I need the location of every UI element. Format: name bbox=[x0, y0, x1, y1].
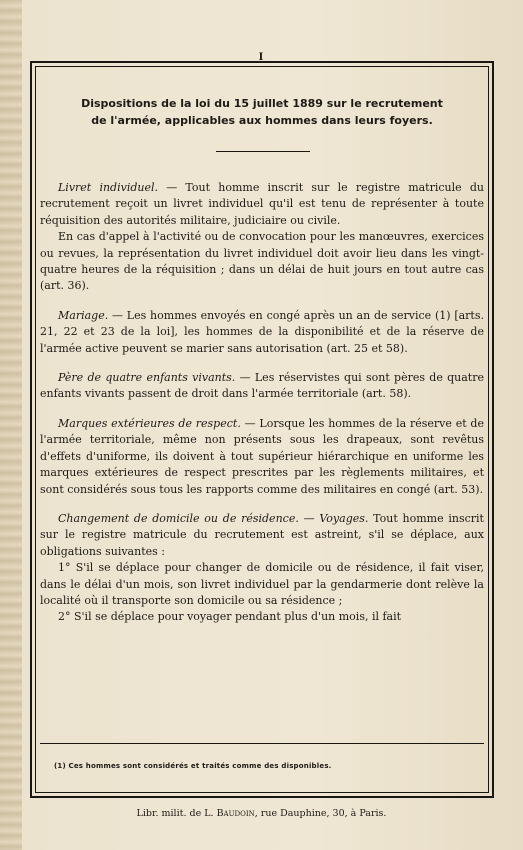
page-binding-edge bbox=[0, 0, 22, 850]
section-text: — Les hommes envoyés en congé après un an de service (1) [arts. 21, 22 et 23 de la loi], les hommes de la disponibilité et de la réserve de l'armée active peuvent se marier sans autorisation (art. 25 et 58). bbox=[40, 308, 484, 355]
page-number: I bbox=[258, 52, 265, 63]
section-title-2: Voyages. bbox=[319, 511, 369, 525]
footnote: (1) Ces hommes sont considérés et traités comme des disponibles. bbox=[54, 762, 332, 770]
printer-imprint bbox=[0, 808, 523, 819]
imprint-suffix: , rue Dauphine, 30, à Paris. bbox=[254, 808, 387, 819]
section-pere bbox=[40, 370, 484, 403]
section-livret-cont: En cas d'appel à l'activité ou de convocation pour les manœuvres, exercices ou revues, la représentation du livret individuel doit avoir lieu dans les vingt-quatre heures de la réquisition ; dans un délai de huit jours en tout autre cas (art. 36). bbox=[40, 230, 484, 293]
section-title: Père de quatre enfants vivants. bbox=[58, 371, 236, 385]
section-text: — Tout homme inscrit sur le registre matricule du recrutement reçoit un livret individuel qu'il est tenu de représenter à toute réquisition des autorités militaire, judiciaire ou civile. bbox=[40, 181, 484, 227]
imprint-publisher: Baudoin bbox=[216, 808, 255, 819]
imprint-prefix: Libr. milit. de L. bbox=[136, 808, 217, 819]
section-text: — Les réservistes qui sont pères de quatre enfants vivants passent de droit dans l'armée territoriale (art. 58). bbox=[40, 371, 485, 401]
section-domicile-item-1: 1° S'il se déplace pour changer de domicile ou de résidence, il fait viser, dans le délai d'un mois, son livret individuel par la gendarmerie dont relève la localité où il transporte son domicile ou sa résidence ; bbox=[40, 561, 484, 607]
section-domicile bbox=[40, 511, 484, 560]
section-title: Changement de domicile ou de résidence. bbox=[58, 511, 299, 525]
section-domicile-item-2: 2° S'il se déplace pour voyager pendant plus d'un mois, il fait bbox=[58, 610, 402, 624]
heading-divider bbox=[216, 151, 310, 152]
section-title: Marques extérieures de respect. bbox=[58, 416, 241, 430]
section-title: Mariage. bbox=[58, 308, 109, 322]
section-livret bbox=[40, 180, 484, 229]
section-sep: — bbox=[298, 511, 320, 525]
body-text bbox=[40, 180, 484, 626]
section-mariage bbox=[40, 308, 484, 357]
section-title: Livret individuel. bbox=[58, 181, 158, 194]
section-text: Tout homme inscrit sur le registre matricule du recrutement est astreint, s'il se déplace, aux obligations suivantes : bbox=[40, 511, 484, 558]
heading-line-2: de l'armée, applicables aux hommes dans leurs foyers. bbox=[91, 114, 433, 127]
section-respect bbox=[40, 416, 484, 498]
heading-line-1: Dispositions de la loi du 15 juillet 1889 sur le recrutement bbox=[81, 97, 443, 110]
section-text: — Lorsque les hommes de la réserve et de l'armée territoriale, même non présents sous les drapeaux, sont revêtus d'effets d'uniforme, ils doivent à tout supérieur hiérarchique en uniforme les marques extérieures de respect prescrites par les règlements militaires, et sont considérés sous tous les rapports comme des militaires en congé (art. 53). bbox=[40, 416, 484, 496]
footnote-divider bbox=[40, 743, 484, 744]
page-heading bbox=[60, 95, 464, 129]
